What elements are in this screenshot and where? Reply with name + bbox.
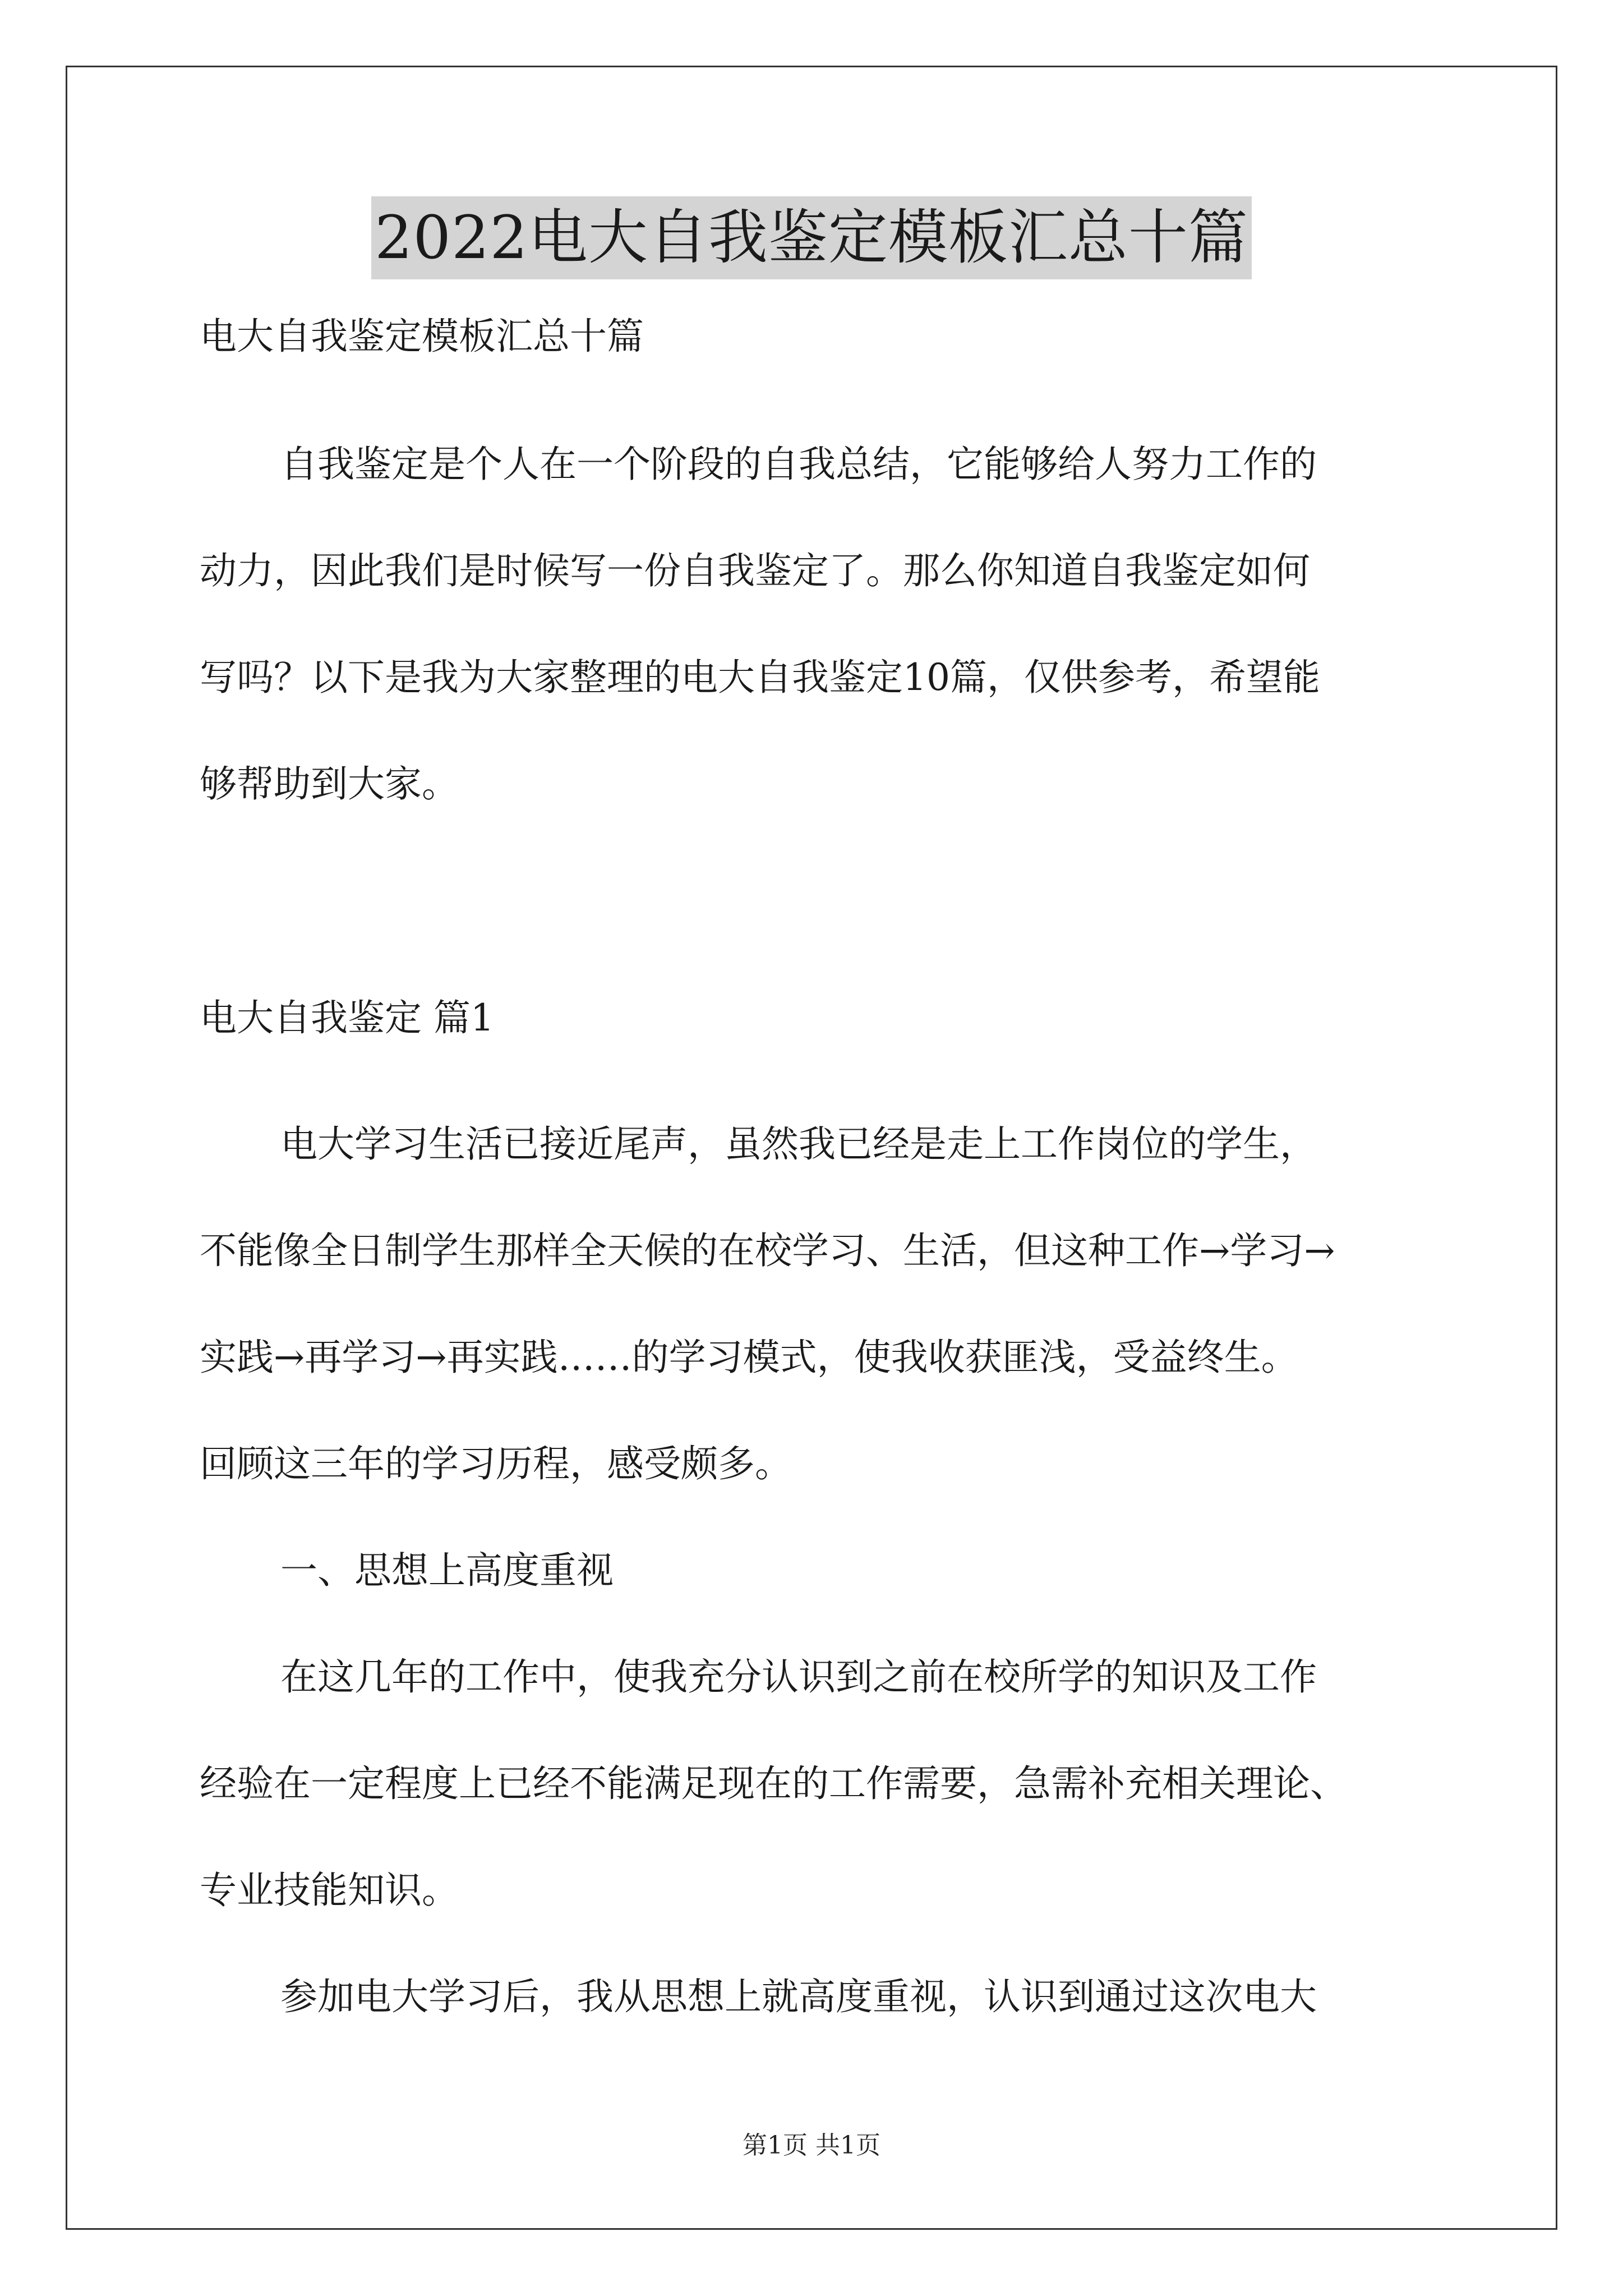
document-subtitle: 电大自我鉴定模板汇总十篇 bbox=[200, 315, 644, 358]
section-line-4: 回顾这三年的学习历程，感受颇多。 bbox=[200, 1442, 792, 1485]
section-line-3: 实践→再学习→再实践……的学习模式，使我收获匪浅，受益终生。 bbox=[200, 1336, 1298, 1379]
section-line-1: 电大学习生活已接近尾声，虽然我已经是走上工作岗位的学生， bbox=[280, 1122, 1317, 1166]
intro-line-1: 自我鉴定是个人在一个阶段的自我总结，它能够给人努力工作的 bbox=[280, 443, 1317, 486]
intro-line-2: 动力，因此我们是时候写一份自我鉴定了。那么你知道自我鉴定如何 bbox=[200, 549, 1310, 592]
title-container bbox=[0, 196, 1623, 279]
intro-line-3: 写吗？以下是我为大家整理的电大自我鉴定10篇，仅供参考，希望能 bbox=[200, 656, 1320, 699]
section-line-2: 不能像全日制学生那样全天候的在校学习、生活，但这种工作→学习→ bbox=[200, 1229, 1335, 1272]
intro-line-4: 够帮助到大家。 bbox=[200, 762, 459, 806]
section-line-9: 参加电大学习后，我从思想上就高度重视，认识到通过这次电大 bbox=[280, 1975, 1317, 2018]
section-line-7: 经验在一定程度上已经不能满足现在的工作需要，急需补充相关理论、 bbox=[200, 1762, 1347, 1805]
section-line-8: 专业技能知识。 bbox=[200, 1869, 459, 1912]
section-heading: 电大自我鉴定 篇1 bbox=[200, 996, 494, 1039]
section-subheading: 一、思想上高度重视 bbox=[280, 1549, 614, 1592]
document-title: 2022电大自我鉴定模板汇总十篇 bbox=[371, 196, 1252, 279]
section-line-6: 在这几年的工作中，使我充分认识到之前在校所学的知识及工作 bbox=[280, 1655, 1317, 1699]
page-footer: 第1页 共1页 bbox=[743, 2131, 880, 2160]
